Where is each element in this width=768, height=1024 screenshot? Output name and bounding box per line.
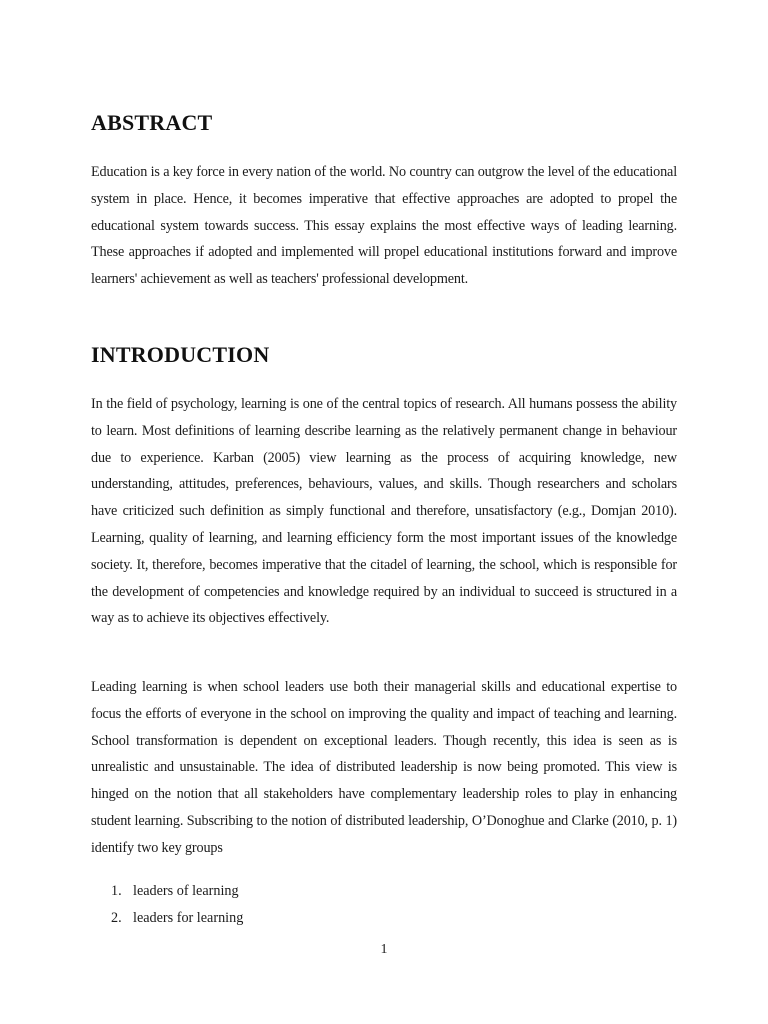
introduction-heading: INTRODUCTION xyxy=(91,342,270,367)
key-groups-list xyxy=(91,878,243,932)
list-item-number: 2. xyxy=(111,910,122,926)
introduction-paragraph-1: In the field of psychology, learning is one of the central topics of research. All humans possess the ability to learn. Most definitions of learning describe learning as the relatively permanent change in behaviour due to experience. Karban (2005) view learning as the process of acquiring knowledge, new understanding, attitudes, preferences, behaviours, values, and skills. Though researchers and scholars have criticized such definition as simply functional and therefore, unsatisfactory (e.g., Domjan 2010). Learning, quality of learning, and learning efficiency form the most important issues of the knowledge society. It, therefore, becomes imperative that the citadel of learning, the school, which is responsible for the development of competencies and knowledge required by an individual to succeed is structured in a way as to achieve its objectives effectively. xyxy=(91,396,677,627)
page-number: 1 xyxy=(380,942,388,957)
list-item-number: 1. xyxy=(111,883,122,899)
introduction-paragraph-2: Leading learning is when school leaders use both their managerial skills and educational expertise to focus the efforts of everyone in the school on improving the quality and impact of teaching and learning. School transformation is dependent on exceptional leaders. Though recently, this idea is seen as is unrealistic and unsustainable. The idea of distributed leadership is now being promoted. This view is hinged on the notion that all stakeholders have complementary leadership roles to play in enhancing student learning. Subscribing to the notion of distributed leadership, O’Donoghue and Clarke (2010, p. 1) identify two key groups xyxy=(91,679,677,856)
list-item xyxy=(91,905,243,932)
list-item-text: leaders of learning xyxy=(133,883,239,899)
abstract-heading: ABSTRACT xyxy=(91,110,213,135)
list-item xyxy=(91,878,243,905)
list-item-text: leaders for learning xyxy=(133,910,244,926)
abstract-paragraph: Education is a key force in every nation of the world. No country can outgrow the level of the educational system in place. Hence, it becomes imperative that effective approaches are adopted to propel the educational system towards success. This essay explains the most effective ways of leading learning. These approaches if adopted and implemented will propel educational institutions forward and improve learners' achievement as well as teachers' professional development. xyxy=(91,164,677,288)
